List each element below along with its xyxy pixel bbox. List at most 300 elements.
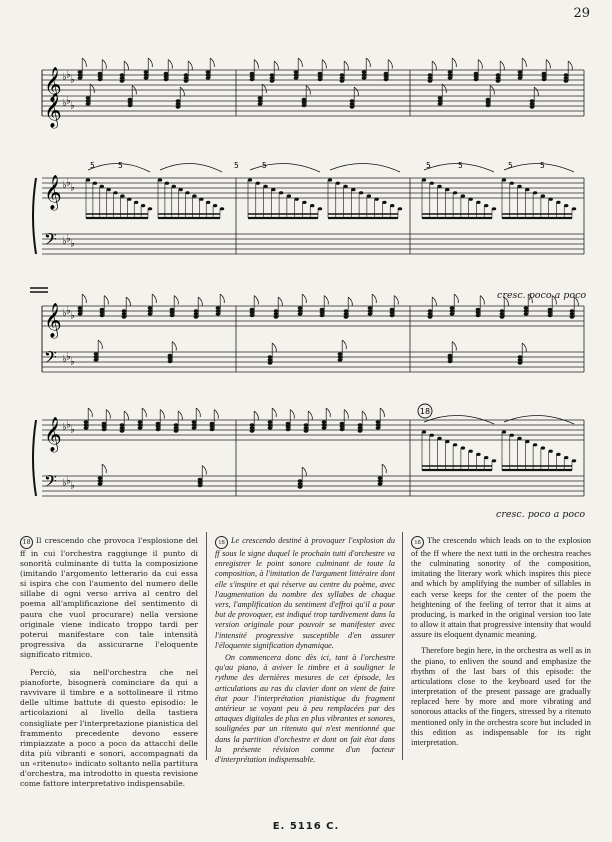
note-head <box>78 309 83 312</box>
note-flag <box>568 61 572 70</box>
note-head <box>448 73 453 76</box>
flat-icon: ♭ <box>66 305 71 317</box>
flat-icon: ♭ <box>70 182 75 194</box>
note-head <box>263 185 267 188</box>
note-flag <box>202 466 206 475</box>
note-head <box>287 194 291 197</box>
note-head <box>338 352 343 355</box>
note-head <box>138 426 143 429</box>
note-head <box>474 75 479 78</box>
note-head <box>476 308 481 311</box>
note-head <box>86 96 91 99</box>
note-head <box>144 70 149 73</box>
note-head <box>572 207 576 210</box>
note-head <box>94 352 99 355</box>
note-head <box>476 311 481 314</box>
note-head <box>486 104 491 107</box>
note-flag <box>322 60 326 69</box>
note-head <box>206 76 211 79</box>
note-flag <box>522 343 526 352</box>
note-head <box>194 312 199 315</box>
note-head <box>570 309 575 312</box>
note-head <box>368 309 373 312</box>
note-flag <box>382 464 386 473</box>
flat-icon: ♭ <box>62 478 67 489</box>
note-head <box>486 101 491 104</box>
note-head <box>148 306 153 309</box>
english-paragraph-2: Therefore begin here, in the orchestra as well as in the piano, to enliven the sound and emphasize the rhythm of the last bars of this episode: the articulations close to the keyboard used for the interpretation of the present passage are gradually replaced here by more and more vibrating and sonorous attacks of the fingers, stressed by a ritenuto mentioned only in the orchestra score but included in this edition as indispensable for its right interpretation. <box>411 646 591 747</box>
rehearsal-marker-italian: 18 <box>20 536 33 549</box>
note-head <box>174 429 179 432</box>
note-head <box>548 314 553 317</box>
piano-brace <box>33 420 36 496</box>
note-head <box>318 72 323 75</box>
note-head <box>548 450 552 453</box>
note-head <box>450 309 455 312</box>
note-head <box>192 194 196 197</box>
note-head <box>476 201 480 204</box>
note-head <box>378 479 383 482</box>
note-head <box>390 311 395 314</box>
note-head <box>250 72 255 75</box>
note-head <box>564 204 568 207</box>
note-head <box>206 70 211 73</box>
note-head <box>113 191 117 194</box>
note-head <box>274 315 279 318</box>
note-head <box>448 76 453 79</box>
note-head <box>120 194 124 197</box>
note-head <box>428 315 433 318</box>
note-head <box>286 428 291 431</box>
note-head <box>524 306 529 309</box>
note-head <box>438 99 443 102</box>
note-head <box>210 428 215 431</box>
note-head <box>556 453 560 456</box>
note-head <box>448 357 453 360</box>
note-flag <box>160 410 164 419</box>
note-head <box>358 429 363 432</box>
note-head <box>453 443 457 446</box>
note-head <box>518 70 523 73</box>
flat-icon: ♭ <box>62 98 67 109</box>
note-head <box>250 426 255 429</box>
note-head <box>148 309 153 312</box>
slur <box>330 163 400 172</box>
note-flag <box>214 410 218 419</box>
note-head <box>192 426 197 429</box>
note-head <box>164 72 169 75</box>
note-flag <box>124 61 128 70</box>
note-head <box>250 314 255 317</box>
flat-icon: ♭ <box>70 356 75 368</box>
note-flag <box>142 408 146 417</box>
note-head <box>194 315 199 318</box>
note-head <box>127 198 131 201</box>
note-flag <box>522 58 526 67</box>
note-head <box>102 425 107 428</box>
note-head <box>210 425 215 428</box>
note-head <box>390 314 395 317</box>
note-head <box>500 315 505 318</box>
note-head <box>100 308 105 311</box>
note-head <box>461 194 465 197</box>
column-divider <box>402 532 403 760</box>
note-flag <box>102 464 106 473</box>
treble-clef-icon: 𝄞 <box>44 417 62 452</box>
note-head <box>437 437 441 440</box>
flat-icon: ♭ <box>70 100 75 112</box>
note-head <box>148 312 153 315</box>
note-head <box>461 446 465 449</box>
note-head <box>294 76 299 79</box>
note-head <box>210 422 215 425</box>
note-head <box>476 314 481 317</box>
note-head <box>474 78 479 81</box>
note-head <box>216 306 221 309</box>
flat-icon: ♭ <box>62 236 67 247</box>
note-head <box>318 78 323 81</box>
note-head <box>541 194 545 197</box>
note-flag <box>254 296 258 305</box>
note-flag <box>302 294 306 303</box>
note-head <box>517 437 521 440</box>
note-flag <box>394 296 398 305</box>
note-head <box>450 306 455 309</box>
note-head <box>258 99 263 102</box>
note-head <box>430 182 434 185</box>
note-head <box>384 78 389 81</box>
note-flag <box>278 297 282 306</box>
note-head <box>100 185 104 188</box>
note-head <box>564 76 569 79</box>
flat-icon: ♭ <box>62 308 67 319</box>
note-head <box>93 182 97 185</box>
note-head <box>340 73 345 76</box>
note-head <box>430 434 434 437</box>
note-head <box>156 422 161 425</box>
note-head <box>138 423 143 426</box>
note-head <box>164 75 169 78</box>
note-head <box>279 191 283 194</box>
note-head <box>368 306 373 309</box>
note-flag <box>188 61 192 70</box>
note-head <box>541 446 545 449</box>
note-flag <box>372 294 376 303</box>
note-head <box>134 201 138 204</box>
note-head <box>517 185 521 188</box>
note-head <box>184 73 189 76</box>
note-head <box>84 423 89 426</box>
note-head <box>344 309 349 312</box>
note-head <box>492 207 496 210</box>
note-head <box>198 478 203 481</box>
note-head <box>378 482 383 485</box>
note-head <box>320 314 325 317</box>
note-head <box>570 312 575 315</box>
column-divider <box>206 532 207 760</box>
treble-clef-icon: 𝄞 <box>44 93 62 128</box>
bass-clef-icon: 𝄢 <box>44 347 57 371</box>
note-head <box>78 312 83 315</box>
italian-text-1: Il crescendo che provoca l'esplosione del ff in cui l'orchestra raggiunge il punto di sonorità culminante di tutta la composizione (imitando l'argomento letterario da cui essa si ispira che con l'aumento del numero delle sillabe di ogni verso arriva al centro del poema all'amplificazione del sentimento di paura che vuol procurare) nella versione originale viene indicato troppo tardi per poterui manifestare con tale intensità progressiva da assicurarne l'eloquente significato ritmico. <box>20 536 198 659</box>
note-flag <box>344 410 348 419</box>
note-head <box>286 422 291 425</box>
note-head <box>530 102 535 105</box>
note-head <box>450 312 455 315</box>
note-head <box>94 355 99 358</box>
note-head <box>428 312 433 315</box>
note-head <box>525 188 529 191</box>
note-head <box>122 309 127 312</box>
note-head <box>548 198 552 201</box>
note-head <box>518 358 523 361</box>
note-head <box>294 73 299 76</box>
note-head <box>274 312 279 315</box>
note-head <box>500 312 505 315</box>
note-head <box>530 105 535 108</box>
french-paragraph-2: On commencera donc dès ici, tant à l'orchestre qu'au piano, à aviver le timbre et à souligner le rythme des dernières mesures de cet épisode, les articulations au ras du clavier dont on vient de faire état pour l'interprétation pianistique du fragment antérieur se voyant peu à peu remplacées par des attaques digitales de plus en plus vibrantes et sonores, soulignées par un ritenuto qui n'est mentionné que dans la partition d'orchestre et dont on fait état dans la présente révision comme d'un facteur d'interprétation indispensable. <box>215 653 395 765</box>
flat-icon: ♭ <box>66 233 71 245</box>
note-head <box>158 178 162 181</box>
note-head <box>94 358 99 361</box>
note-head <box>336 182 340 185</box>
note-head <box>340 425 345 428</box>
note-head <box>384 72 389 75</box>
note-flag <box>478 60 482 69</box>
note-flag <box>104 296 108 305</box>
note-flag <box>254 60 258 69</box>
note-head <box>298 479 303 482</box>
note-head <box>270 79 275 82</box>
note-head <box>343 185 347 188</box>
note-flag <box>198 297 202 306</box>
note-head <box>164 78 169 81</box>
note-head <box>268 420 273 423</box>
note-head <box>438 96 443 99</box>
treble-clef-icon: 𝄞 <box>44 67 62 102</box>
flat-icon: ♭ <box>66 95 71 107</box>
note-head <box>213 204 217 207</box>
note-head <box>176 105 181 108</box>
note-head <box>438 102 443 105</box>
note-head <box>428 76 433 79</box>
note-flag <box>480 296 484 305</box>
note-head <box>492 459 496 462</box>
note-head <box>86 102 91 105</box>
note-flag <box>272 408 276 417</box>
note-head <box>198 484 203 487</box>
note-head <box>102 422 107 425</box>
note-head <box>422 430 426 433</box>
note-head <box>548 308 553 311</box>
note-head <box>250 423 255 426</box>
flat-icon: ♭ <box>62 422 67 433</box>
note-head <box>448 360 453 363</box>
note-head <box>168 360 173 363</box>
note-head <box>556 201 560 204</box>
flat-icon: ♭ <box>62 354 67 365</box>
note-head <box>496 79 501 82</box>
english-text-1: The crescendo which leads on to the explosion of the ff where the next tutti in the orchestra reaches the culminating sonority of the composition, imitating the literary work which inspires this piece and which by amplifying the number of sillables in each verse keeps for the center of the poem the heightening of the feeling of terror that it aims at producing, is marked in the original version too late to allow it attain that progressive intensity that would assure its eloquent dynamic meaning. <box>411 536 591 640</box>
fingering-number: 5 <box>90 161 95 170</box>
note-head <box>518 73 523 76</box>
flat-icon: ♭ <box>62 72 67 83</box>
note-head <box>148 207 152 210</box>
note-head <box>518 361 523 364</box>
note-head <box>294 70 299 73</box>
crescendo-marking-top: cresc. poco a poco <box>497 290 587 301</box>
flat-icon: ♭ <box>62 180 67 191</box>
note-head <box>484 204 488 207</box>
note-flag <box>366 58 370 67</box>
note-flag <box>354 87 358 96</box>
fingering-number: 5 <box>458 161 463 170</box>
note-flag <box>88 408 92 417</box>
note-head <box>524 309 529 312</box>
note-head <box>445 188 449 191</box>
note-head <box>170 311 175 314</box>
note-head <box>302 201 306 204</box>
note-head <box>206 201 210 204</box>
note-head <box>437 185 441 188</box>
note-head <box>502 430 506 433</box>
note-flag <box>272 343 276 352</box>
note-head <box>220 207 224 210</box>
note-head <box>98 479 103 482</box>
note-head <box>502 178 506 181</box>
note-head <box>510 434 514 437</box>
note-head <box>206 73 211 76</box>
note-head <box>428 73 433 76</box>
note-head <box>192 420 197 423</box>
note-head <box>350 102 355 105</box>
note-head <box>294 198 298 201</box>
note-head <box>362 76 367 79</box>
note-flag <box>148 58 152 67</box>
note-head <box>120 423 125 426</box>
note-head <box>268 355 273 358</box>
note-head <box>468 450 472 453</box>
note-flag <box>388 60 392 69</box>
note-flag <box>178 411 182 420</box>
note-head <box>216 312 221 315</box>
note-head <box>268 358 273 361</box>
note-flag <box>106 410 110 419</box>
note-flag <box>308 411 312 420</box>
note-flag <box>152 294 156 303</box>
note-flag <box>126 297 130 306</box>
note-head <box>318 75 323 78</box>
note-head <box>338 355 343 358</box>
note-flag <box>124 411 128 420</box>
note-head <box>428 309 433 312</box>
note-flag <box>452 58 456 67</box>
note-head <box>362 70 367 73</box>
note-head <box>192 423 197 426</box>
note-head <box>344 315 349 318</box>
note-head <box>176 99 181 102</box>
slur <box>250 163 320 172</box>
note-flag <box>380 408 384 417</box>
note-head <box>476 453 480 456</box>
note-head <box>98 72 103 75</box>
note-head <box>248 178 252 181</box>
note-head <box>358 423 363 426</box>
flat-icon: ♭ <box>70 238 75 250</box>
note-head <box>304 426 309 429</box>
note-head <box>268 423 273 426</box>
note-head <box>564 79 569 82</box>
note-flag <box>196 408 200 417</box>
note-head <box>270 76 275 79</box>
note-head <box>350 99 355 102</box>
note-head <box>141 204 145 207</box>
note-flag <box>348 297 352 306</box>
note-head <box>382 201 386 204</box>
note-head <box>216 309 221 312</box>
note-head <box>122 312 127 315</box>
note-head <box>298 485 303 488</box>
note-head <box>98 75 103 78</box>
note-head <box>174 423 179 426</box>
note-head <box>474 72 479 75</box>
note-head <box>542 75 547 78</box>
note-flag <box>98 340 102 349</box>
note-head <box>178 188 182 191</box>
flat-icon: ♭ <box>70 310 75 322</box>
italian-paragraph-1 <box>20 536 198 660</box>
note-head <box>298 306 303 309</box>
note-head <box>374 198 378 201</box>
note-head <box>376 423 381 426</box>
note-head <box>398 207 402 210</box>
note-flag <box>534 87 538 96</box>
note-head <box>78 306 83 309</box>
note-head <box>524 312 529 315</box>
note-head <box>570 315 575 318</box>
note-head <box>302 104 307 107</box>
note-head <box>102 428 107 431</box>
note-head <box>170 308 175 311</box>
note-head <box>340 428 345 431</box>
note-flag <box>342 340 346 349</box>
fingering-number: 5 <box>426 161 431 170</box>
note-head <box>298 482 303 485</box>
note-head <box>120 76 125 79</box>
note-flag <box>82 58 86 67</box>
slur <box>160 163 222 172</box>
note-head <box>144 76 149 79</box>
note-head <box>328 178 332 181</box>
note-head <box>198 481 203 484</box>
note-head <box>86 99 91 102</box>
flat-icon: ♭ <box>70 424 75 436</box>
note-head <box>518 76 523 79</box>
note-head <box>84 420 89 423</box>
note-head <box>170 314 175 317</box>
note-flag <box>102 60 106 69</box>
note-head <box>271 188 275 191</box>
note-flag <box>168 60 172 69</box>
note-head <box>298 312 303 315</box>
note-head <box>184 76 189 79</box>
note-head <box>542 78 547 81</box>
note-head <box>542 72 547 75</box>
note-head <box>376 420 381 423</box>
flat-icon: ♭ <box>70 74 75 86</box>
note-head <box>78 76 83 79</box>
note-flag <box>172 342 176 351</box>
